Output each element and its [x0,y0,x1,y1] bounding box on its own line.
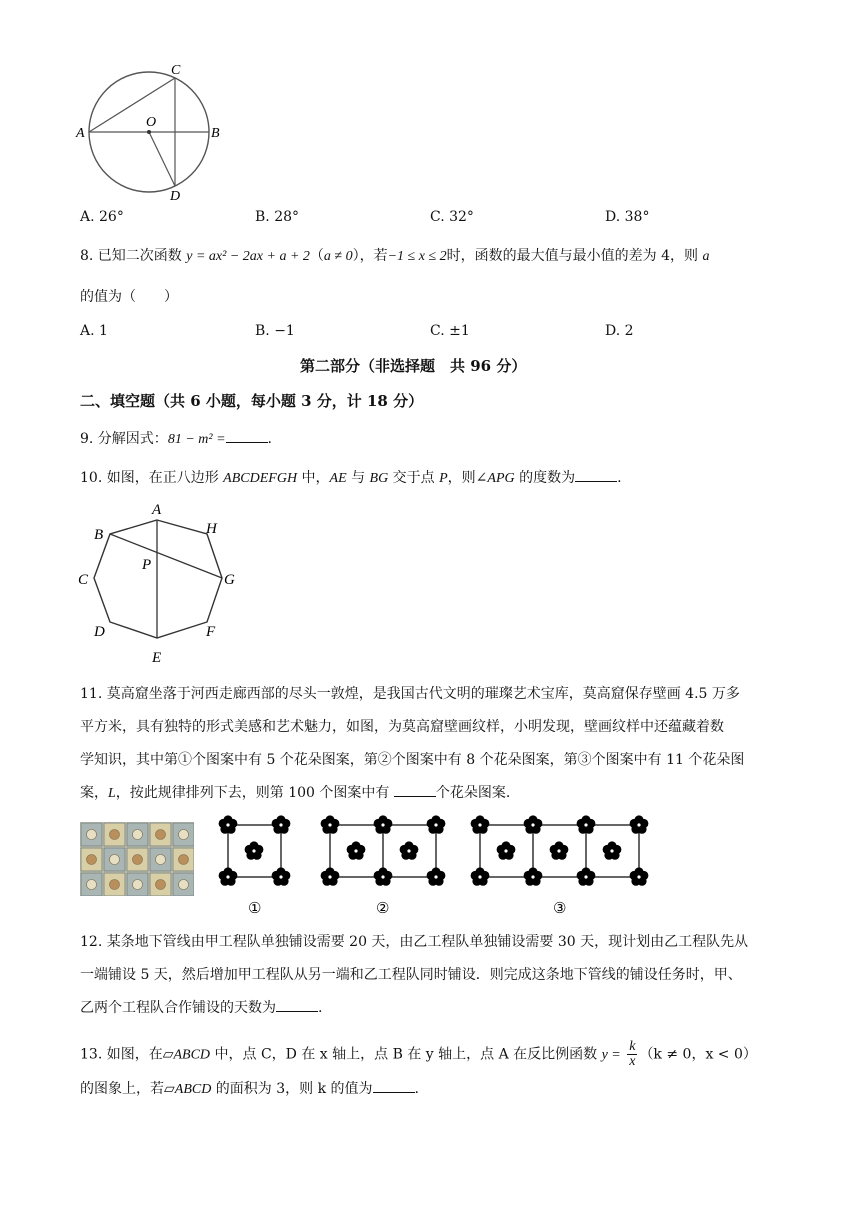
q8-question-line1: 8. 已知二次函数 y = ax² − 2ax + a + 2（a ≠ 0），若−1 ≤ x ≤ 2时，函数的最大值与最小值的差为 4，则 a [80,248,710,264]
part2-title: 第二部分（非选择题 共 96 分） [300,357,527,375]
q8-option-a: A. 1 [80,323,108,339]
q7-option-a: A. 26° [80,209,124,225]
q13-blank [373,1080,415,1093]
q7-option-b: B. 28° [255,209,300,225]
q12-line1: 12. 某条地下管线由甲工程队单独铺设需要 20 天，由乙工程队单独铺设需要 30 天，现计划由乙工程队先从 [80,934,749,950]
q12-blank [276,999,318,1012]
q11-line1: 11. 莫高窟坐落于河西走廊西部的尽头一敦煌，是我国古代文明的璀璨艺术宝库，莫高窟保存壁画 4.5 万多 [80,686,740,702]
q9-blank [226,430,268,443]
q7-label-a: A [76,126,85,141]
q10-label-b: B [94,527,104,543]
q10-label-c: C [78,572,89,588]
q10-question: 10. 如图，在正八边形 ABCDEFGH 中，AE 与 BG 交于点 P，则∠APG 的度数为 . [80,470,622,486]
q10-label-e: E [152,650,162,666]
q7-label-c: C [171,63,181,78]
q13-line2: 的图象上，若▱ABCD 的面积为 3，则 k 的值为 . [80,1081,419,1097]
q7-label-o: O [146,115,157,130]
q10-label-g: G [224,572,235,588]
q10-label-h: H [206,521,217,537]
caption-3: ③ [553,901,567,917]
q7-label-b: B [211,126,220,141]
q11-line2: 平方米，具有独特的形式美感和艺术魅力，如图，为莫高窟壁画纹样，小明发现，壁画纹样中还蕴藏着数 [80,719,724,735]
q10-label-a: A [152,502,162,518]
q12-line2: 一端铺设 5 天，然后增加甲工程队从另一端和乙工程队同时铺设．则完成这条地下管线的铺设任务时，甲、 [80,967,742,983]
q10-blank [575,469,617,482]
q7-option-c: C. 32° [430,209,474,225]
q8-question-line2: 的值为（ ） [80,289,178,305]
q10-label-f: F [206,624,216,640]
q10-label-d: D [94,624,105,640]
flower-pattern-sequence [210,812,660,918]
q9-question: 9. 分解因式：81 − m² = . [80,431,272,447]
q7-label-d: D [170,189,181,202]
section2-title: 二、填空题（共 6 小题，每小题 3 分，计 18 分） [80,392,424,410]
q10-octagon-figure [76,498,246,668]
q8-option-d: D. 2 [605,323,634,339]
q11-line3: 学知识，其中第①个图案中有 5 个花朵图案，第②个图案中有 8 个花朵图案，第③个图案中有 11 个花朵图 [80,752,745,768]
q8-option-c: C. ±1 [430,323,470,339]
q12-line3: 乙两个工程队合作铺设的天数为 . [80,1000,323,1016]
mural-pattern-image [80,822,194,896]
q8-option-b: B. −1 [255,323,295,339]
q10-label-p: P [142,557,152,573]
q7-option-d: D. 38° [605,209,650,225]
q13-fraction: $\frac{k}{x}$ [629,1039,636,1069]
q13-line1: 13. 如图，在▱ABCD 中，点 C，D 在 x 轴上，点 B 在 y 轴上，点 A 在反比例函数 y = $\frac{k}{x}$ （k ≠ 0，x < 0） [80,1039,757,1069]
q11-blank [394,784,436,797]
caption-2: ② [376,901,390,917]
q11-line4: 案，L，按此规律排列下去，则第 100 个图案中有 个花朵图案. [80,785,511,801]
caption-1: ① [248,901,262,917]
q7-circle-figure [74,62,224,202]
